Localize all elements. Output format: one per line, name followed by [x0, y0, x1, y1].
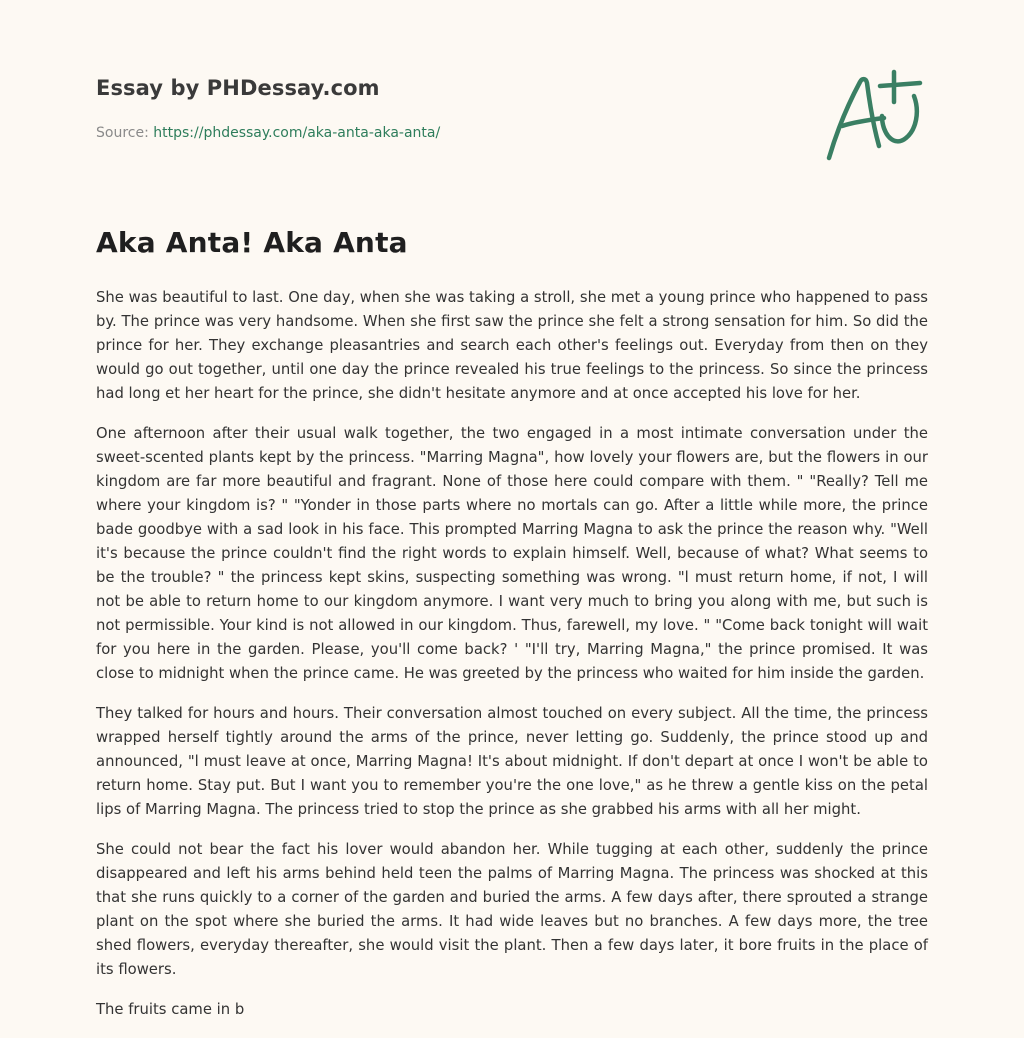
- paragraph: One afternoon after their usual walk together, the two engaged in a most intimate conversation under the sweet-scented plants kept by the princess. "Marring Magna", how lovely your flowers are, but the flowers in our kingdom are far more beautiful and fragrant. None of those here could compare with them. " "Really? Tell me where your kingdom is? " "Yonder in those parts where no mortals can go. After a little while more, the prince bade goodbye with a sad look in his face. This prompted Marring Magna to ask the prince the reason why. "Well it's because the prince couldn't find the right words to explain himself. Well, because of what? What seems to be the trouble? " the princess kept skins, suspecting something was wrong. "l must return home, if not, I will not be able to return home to our kingdom anymore. I want very much to bring you along with me, but such is not permissible. Your kind is not allowed in our kingdom. Thus, farewell, my love. " "Come back tonight will wait for you here in the garden. Please, you'll come back? ' "I'll try, Marring Magna," the prince promised. It was close to midnight when the prince came. He was greeted by the princess who waited for him inside the garden.: [96, 425, 928, 682]
- paragraph: They talked for hours and hours. Their conversation almost touched on every subject. All the time, the princess wrapped herself tightly around the arms of the prince, never letting go. Suddenly, the prince stood up and announced, "l must leave at once, Marring Magna! It's about midnight. If don't depart at once I won't be able to return home. Stay put. But I want you to remember you're the one love," as he threw a gentle kiss on the petal lips of Marring Magna. The princess tried to stop the prince as she grabbed his arms with all her might.: [96, 705, 928, 818]
- paragraph: She could not bear the fact his lover would abandon her. While tugging at each other, suddenly the prince disappeared and left his arms behind held teen the palms of Marring Magna. The princess was shocked at this that she runs quickly to a corner of the garden and buried the arms. A few days after, there sprouted a strange plant on the spot where she buried the arms. It had wide leaves but no branches. A few days more, the tree shed flowers, everyday thereafter, she would visit the plant. Then a few days later, it bore fruits in the place of its flowers.: [96, 841, 928, 978]
- essay-body: [96, 286, 928, 1038]
- a-plus-grade-logo-icon: [824, 66, 928, 164]
- essay-header: [96, 76, 928, 176]
- source-line: [96, 125, 440, 141]
- site-brand: Essay by PHDessay.com: [96, 76, 380, 100]
- paragraph: The fruits came in b: [96, 1001, 245, 1018]
- essay-title: Aka Anta! Aka Anta: [96, 226, 408, 259]
- source-label: Source:: [96, 125, 149, 141]
- paragraph: She was beautiful to last. One day, when she was taking a stroll, she met a young prince who happened to pass by. The prince was very handsome. When she first saw the prince she felt a strong sensation for him. So did the prince for her. They exchange pleasantries and search each other's feelings out. Everyday from then on they would go out together, until one day the prince revealed his true feelings to the princess. So since the princess had long et her heart for the prince, she didn't hesitate anymore and at once accepted his love for her.: [96, 289, 928, 402]
- source-link[interactable]: https://phdessay.com/aka-anta-aka-anta/: [153, 125, 441, 141]
